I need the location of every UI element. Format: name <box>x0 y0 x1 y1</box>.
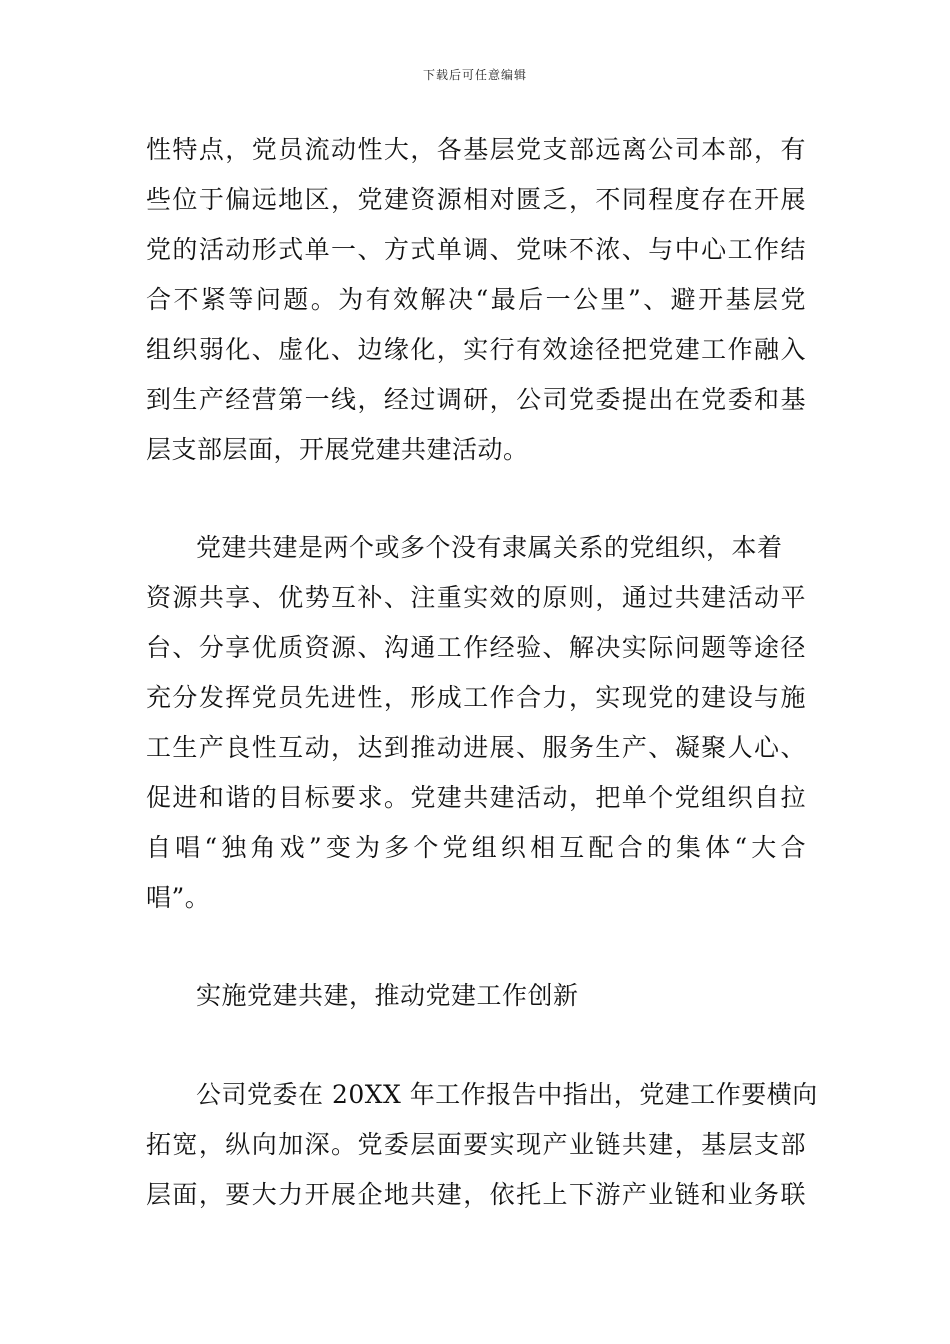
paragraph-line: 工生产良性互动，达到推动进展、服务生产、凝聚人心、 <box>146 733 806 762</box>
paragraph-line: 合不紧等问题。为有效解决“最后一公里”、避开基层党 <box>146 285 806 314</box>
paragraph-line: 促进和谐的目标要求。党建共建活动，把单个党组织自拉 <box>146 783 806 812</box>
paragraph-line: 拓宽，纵向加深。党委层面要实现产业链共建，基层支部 <box>146 1130 806 1159</box>
paragraph-line: 到生产经营第一线，经过调研，公司党委提出在党委和基 <box>146 385 806 414</box>
paragraph-line: 台、分享优质资源、沟通工作经验、解决实际问题等途径 <box>146 633 806 662</box>
paragraph-line: 党建共建是两个或多个没有隶属关系的党组织，本着 <box>196 533 783 562</box>
paragraph-line: 资源共享、优势互补、注重实效的原则，通过共建活动平 <box>146 583 806 612</box>
paragraph-line: 组织弱化、虚化、边缘化，实行有效途径把党建工作融入 <box>146 335 806 364</box>
section-heading: 实施党建共建，推动党建工作创新 <box>196 981 579 1010</box>
paragraph-line: 公司党委在 20XX 年工作报告中指出，党建工作要横向 <box>196 1080 818 1109</box>
header-note: 下载后可任意编辑 <box>422 68 527 82</box>
paragraph-line: 自唱“独角戏”变为多个党组织相互配合的集体“大合 <box>146 833 806 862</box>
paragraph-line: 唱”。 <box>146 883 211 912</box>
paragraph-line: 些位于偏远地区，党建资源相对匮乏，不同程度存在开展 <box>146 185 806 214</box>
paragraph-line: 性特点，党员流动性大，各基层党支部远离公司本部，有 <box>146 135 806 164</box>
paragraph-line: 充分发挥党员先进性，形成工作合力，实现党的建设与施 <box>146 683 806 712</box>
paragraph-line: 党的活动形式单一、方式单调、党味不浓、与中心工作结 <box>146 235 806 264</box>
paragraph-line: 层支部层面，开展党建共建活动。 <box>146 435 529 464</box>
paragraph-line: 层面，要大力开展企地共建，依托上下游产业链和业务联 <box>146 1180 806 1209</box>
